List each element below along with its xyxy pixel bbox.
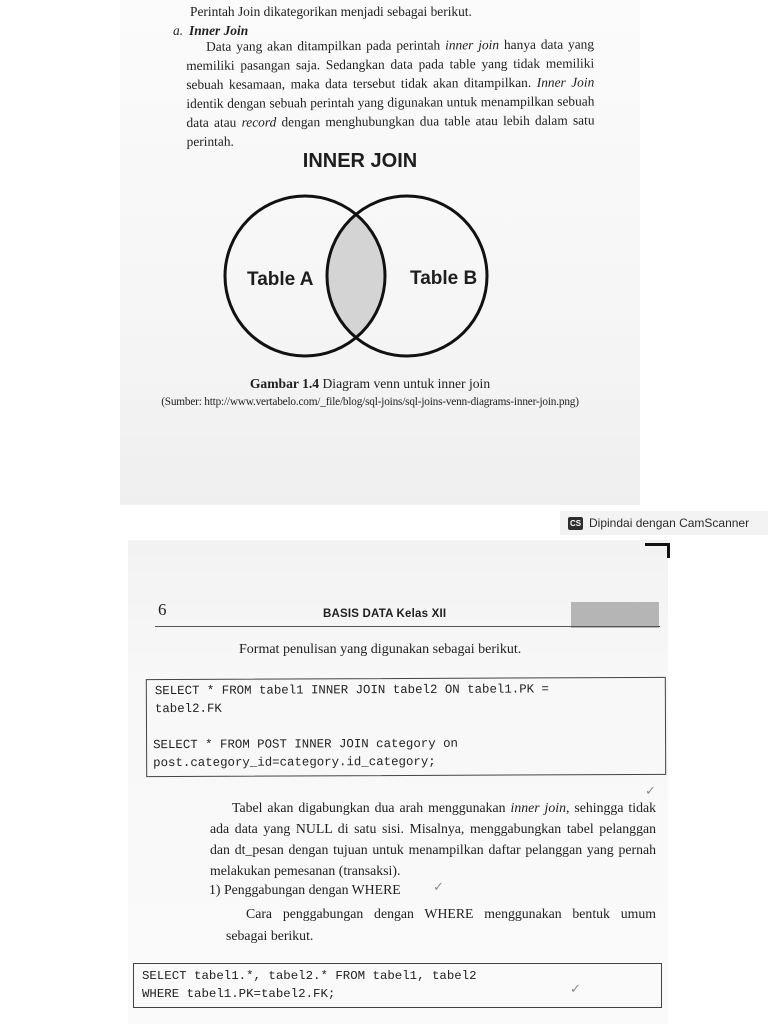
- list-item-heading: 1) Penggabungan dengan WHERE: [209, 882, 401, 897]
- text-run: hanya data yang memiliki pasangan saja. Sedangkan data pada table yang tidak memiliki sebuah kesamaan, maka data tersebut tidak akan ditampilkan.: [186, 36, 595, 92]
- section-letter: a.: [173, 23, 184, 38]
- code-line: WHERE tabel1.PK=tabel2.FK;: [142, 987, 336, 1001]
- text-run: Inner Join: [536, 74, 595, 90]
- page-number: 6: [158, 600, 167, 619]
- list-item-paragraph: [226, 903, 656, 947]
- text-run: dengan menghubungkan dua table atau lebih dalam satu perintah.: [186, 112, 595, 149]
- code-line: SELECT * FROM POST INNER JOIN category on: [153, 736, 458, 753]
- code-line: post.category_id=category.id_category;: [153, 754, 436, 771]
- page-corner-mark: [645, 543, 670, 558]
- section-title: Inner Join: [189, 23, 249, 38]
- format-line: Format penulisan yang digunakan sebagai berikut.: [239, 642, 522, 657]
- code-line: tabel2.FK: [154, 701, 222, 717]
- pencil-tick-icon: ✓: [645, 784, 656, 799]
- pencil-tick-icon: ✓: [570, 982, 581, 997]
- venn-label-table-b: Table B: [410, 268, 478, 289]
- code-box-where: [133, 963, 662, 1008]
- code-line: SELECT * FROM tabel1 INNER JOIN tabel2 ON tabel1.PK =: [154, 682, 549, 699]
- list-item-paragraph-text: Cara penggabungan dengan WHERE menggunakan bentuk umum sebagai berikut.: [226, 906, 656, 943]
- camscanner-logo-icon: CS: [569, 518, 582, 528]
- code-box-inner-join: [146, 677, 666, 777]
- text-run: Data yang akan ditampilkan pada perintah: [206, 37, 446, 54]
- text-run: inner join: [510, 800, 567, 815]
- intro-line: Perintah Join dikategorikan menjadi sebagai berikut.: [190, 4, 472, 19]
- text-run: inner join: [445, 37, 500, 53]
- code-line: SELECT tabel1.*, tabel2.* FROM tabel1, tabel2: [142, 969, 477, 983]
- text-run: identik dengan sebuah perintah yang digunakan untuk menampilkan sebuah data atau: [186, 93, 595, 130]
- pencil-tick-icon: ✓: [433, 880, 444, 895]
- venn-title: INNER JOIN: [302, 150, 418, 172]
- header-rule: [155, 626, 660, 627]
- figure-caption: [120, 376, 620, 392]
- figure-caption-label: Gambar 1.4: [249, 376, 320, 391]
- camscanner-watermark: [560, 511, 768, 535]
- inner-join-paragraph: [186, 35, 595, 151]
- body-paragraph: [210, 797, 656, 881]
- text-run: record: [241, 114, 277, 130]
- text-run: , sehingga tidak ada data yang NULL di satu sisi. Misalnya, menggabungkan tabel pelanggan dan dt_pesan dengan tujuan untuk menampilkan daftar pelanggan yang pernah melakukan pemesanan (transaksi).: [210, 800, 656, 878]
- text-run: Tabel akan digabungkan dua arah menggunakan: [232, 800, 511, 815]
- figure-caption-text: Diagram venn untuk inner join: [319, 376, 491, 391]
- figure-source: (Sumber: http://www.vertabelo.com/_file/blog/sql-joins/sql-joins-venn-diagrams-inner-join.png): [161, 396, 579, 408]
- header-grey-block: [571, 602, 659, 628]
- running-head: BASIS DATA Kelas XII: [323, 608, 447, 620]
- camscanner-text: Dipindai dengan CamScanner: [589, 516, 750, 530]
- venn-label-table-a: Table A: [247, 269, 314, 290]
